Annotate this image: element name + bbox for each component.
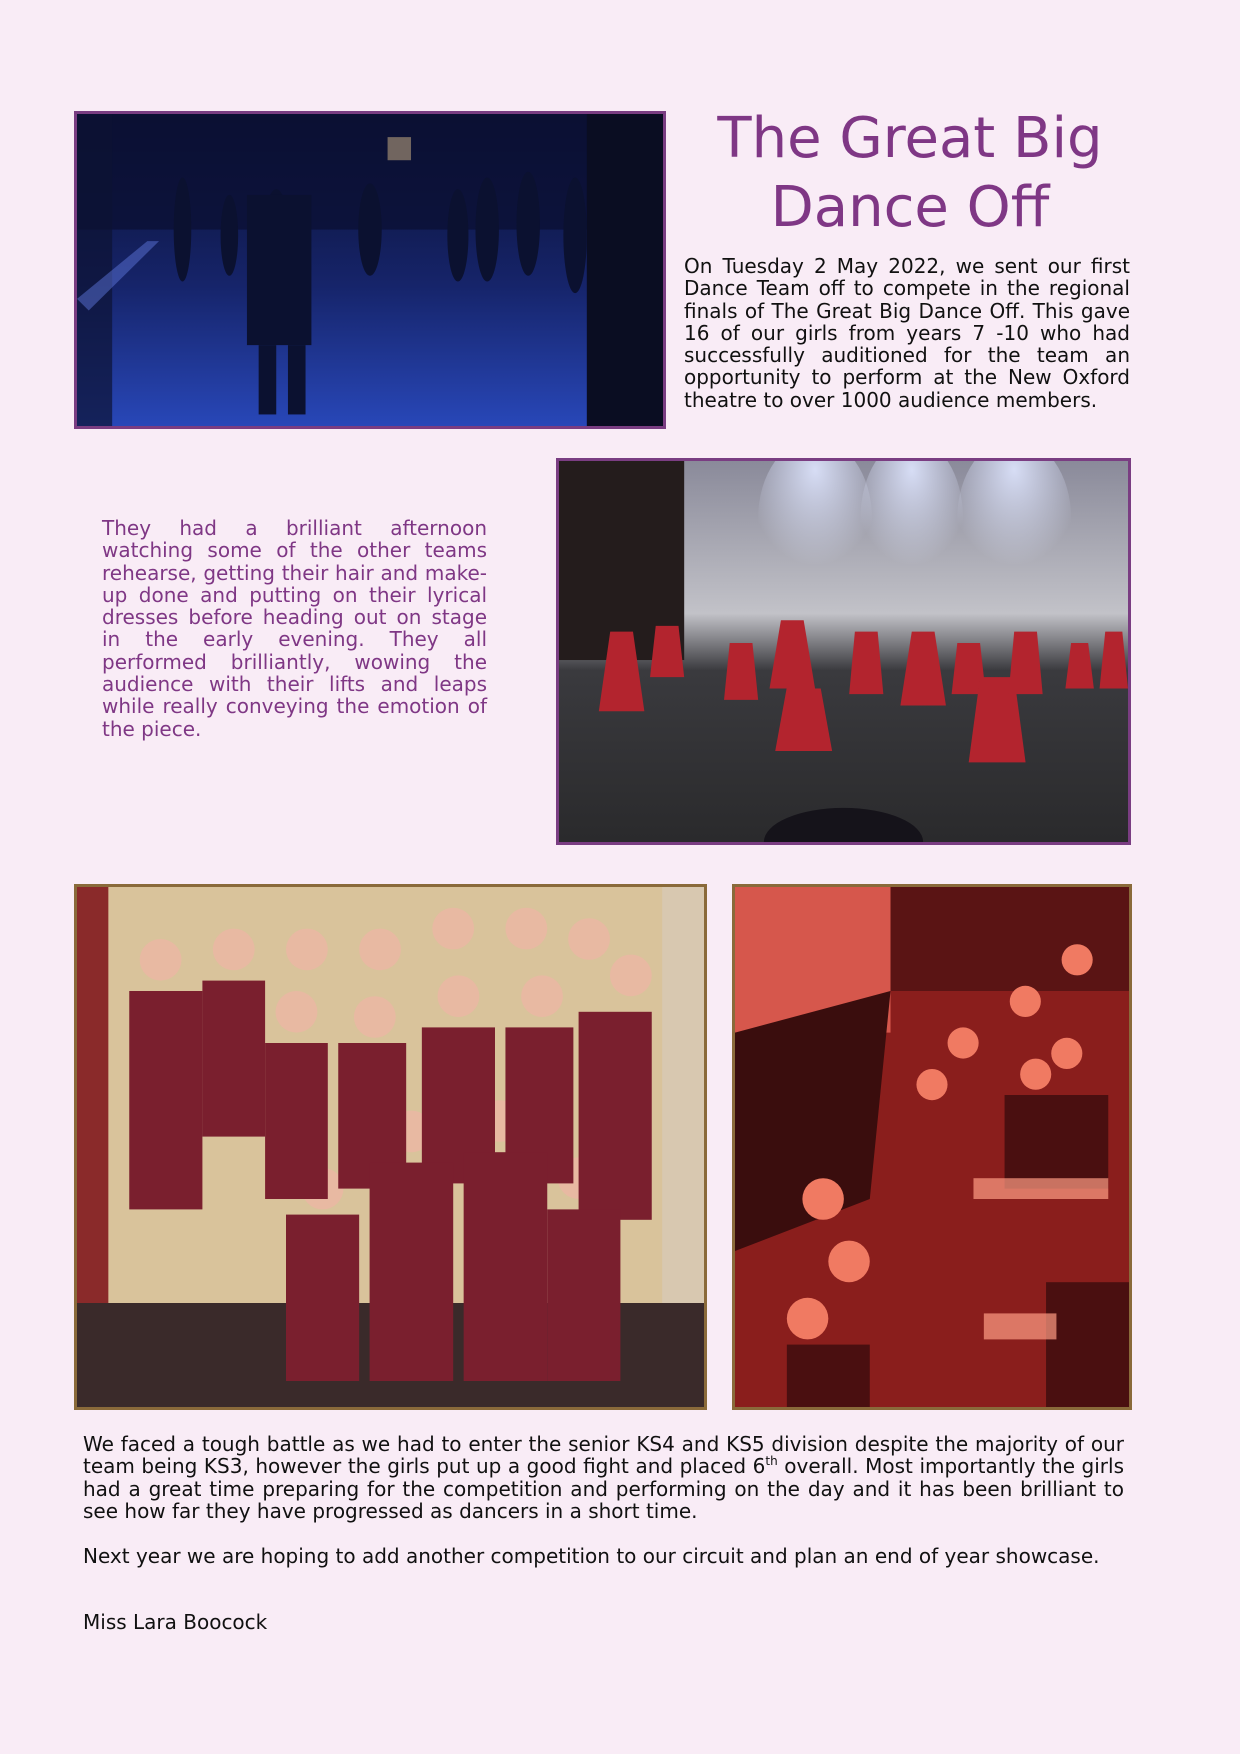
author-signature: Miss Lara Boocock (83, 1610, 268, 1634)
side-paragraph: They had a brilliant afternoon watching some of the other teams rehearse, getting their hair and make-up done and putting on their lyrical dresses before heading out on stage in the early evening. They all performed brilliantly, wowing the audience with their lifts and leaps while really conveying the emotion of the piece. (102, 516, 487, 741)
audience-seats-photo (732, 884, 1132, 1410)
ordinal-suffix: th (765, 1454, 778, 1469)
title-line-2: Dance Off (770, 175, 1050, 240)
closing-paragraph-1 (83, 1433, 1124, 1522)
closing-paragraph-1-end: overall. Most importantly the girls had a great time preparing for the competition and performing on the day and it has been brilliant to see how far they have progressed as dancers in a short time. (83, 1454, 1125, 1523)
performance-stage-photo (556, 458, 1131, 845)
article-title (690, 104, 1130, 242)
closing-paragraph-2: Next year we are hoping to add another competition to our circuit and plan an end of year showcase. (83, 1544, 1100, 1568)
closing-paragraph-1-start: We faced a tough battle as we had to enter the senior KS4 and KS5 division despite the majority of our team being KS3, however the girls put up a good fight and placed 6 (83, 1432, 1124, 1479)
rehearsal-stage-photo (74, 111, 666, 429)
title-line-1: The Great Big (717, 106, 1103, 171)
intro-paragraph: On Tuesday 2 May 2022, we sent our first Dance Team off to compete in the regional finals of The Great Big Dance Off. This gave 16 of our girls from years 7 -10 who had successfully auditioned for the team an opportunity to perform at the New Oxford theatre to over 1000 audience members. (684, 254, 1130, 412)
team-group-photo (74, 884, 707, 1410)
